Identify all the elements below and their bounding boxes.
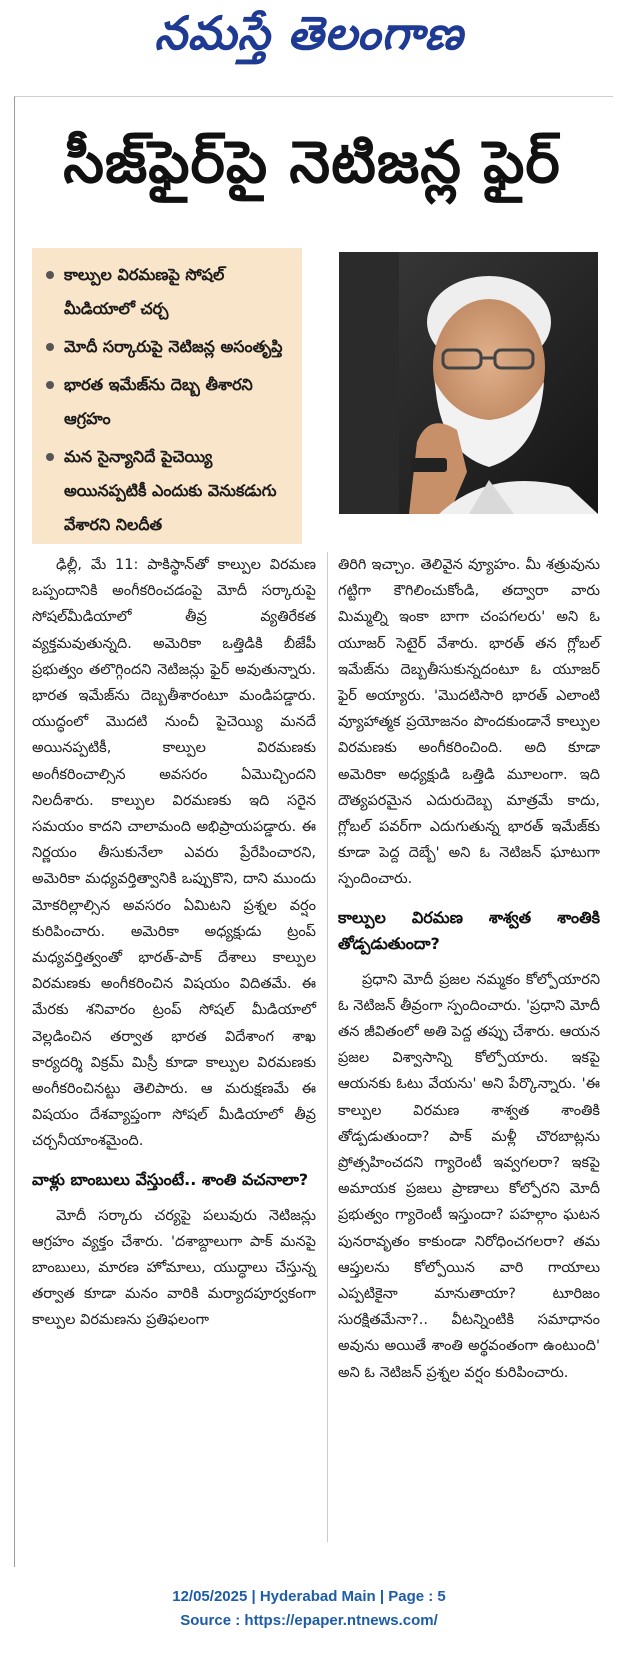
- article-subheading: కాల్పుల విరమణ శాశ్వత శాంతికి తోడ్పడుతుందా?: [338, 907, 600, 953]
- masthead: [0, 0, 618, 78]
- article-column-left: [32, 552, 316, 1334]
- highlight-text: మన సైన్యానిదే పైచెయ్యి అయినప్పటికీ ఎందుకు వెనుకడుగు వేశారని నిలదీత: [64, 447, 277, 534]
- highlights-box: [32, 248, 302, 544]
- portrait-illustration: [339, 252, 598, 514]
- article-paragraph: మోదీ సర్కారు చర్యపై పలువురు నెటిజన్లు ఆగ్రహం వ్యక్తం చేశారు. 'దశాబ్దాలుగా పాక్ మనపై బాంబులు, మారణ హోమాలు, యుద్ధాలు చేస్తున్న తర్వాత కూడా మనం వారికి మర్యాదపూర్వకంగా కాల్పుల విరమణను ప్రతిఫలంగా: [32, 1207, 316, 1329]
- article-headline: సీజ్‌ఫైర్‌పై నెటిజన్ల ఫైర్: [63, 128, 561, 196]
- highlight-item: [42, 330, 292, 364]
- newspaper-title: నమస్తే తెలంగాణ: [154, 6, 464, 60]
- portrait-photo: [339, 252, 598, 514]
- article-paragraph: ఢిల్లీ, మే 11: పాకిస్థాన్‌తో కాల్పుల విరమణ ఒప్పందానికి అంగీకరించడంపై మోదీ సర్కారుపై సోషల్‌మీడియాలో తీవ్ర వ్యతిరేకత వ్యక్తమవుతున్నది. అమెరికా ఒత్తిడికి బీజేపీ ప్రభుత్వం తలొగ్గిందని నెటిజన్లు ఫైర్ అవుతున్నారు. భారత ఇమేజ్‌ను దెబ్బతీశారంటూ మండిపడ్డారు. యుద్ధంలో మొదటి నుంచీ పైచెయ్యి మనదే అయినప్పటికీ, కాల్పుల విరమణకు అంగీకరించాల్సిన అవసరం ఏమొచ్చిందని నిలదీశారు. కాల్పుల విరమణకు ఇది సరైన సమయం కాదని చాలామంది అభిప్రాయపడ్డారు. ఈ నిర్ణయం తీసుకునేలా ఎవరు ప్రేరేపించారని, అమెరికా మధ్యవర్తిత్వానికి ఒప్పుకొని, దాని ముందు మోకరిల్లాల్సిన అవసరం ఏమిటని ప్రశ్నల వర్షం కురిపించారు. అమెరికా అధ్యక్షుడు ట్రంప్ మధ్యవర్తిత్వంతో భారత్-పాక్ దేశాలు కాల్పుల విరమణకు అంగీకరించిన విషయం విదితమే. ఈ మేరకు శనివారం ట్రంప్ సోషల్ మీడియాలో వెల్లడించిన తర్వాత భారత విదేశాంగ శాఖ కార్యదర్శి విక్రమ్ మిస్రీ కూడా కాల్పుల విరమణకు అంగీకరించినట్టు తెలిపారు. ఆ మరుక్షణమే ఈ విషయం దేశవ్యాప్తంగా సోషల్ మీడియాలో తీవ్ర చర్చనీయాంశమైంది.: [32, 557, 316, 1150]
- highlight-item: [42, 368, 292, 436]
- highlight-item: [42, 440, 292, 542]
- edition-info: 12/05/2025 | Hyderabad Main | Page : 5: [172, 1588, 446, 1605]
- source-url: Source : https://epaper.ntnews.com/: [180, 1612, 438, 1629]
- page-footer: [0, 1585, 618, 1633]
- bullet-icon: [46, 343, 54, 351]
- column-divider: [327, 552, 328, 1542]
- article-paragraph: తిరిగి ఇచ్చాం. తెలివైన వ్యూహం. మీ శత్రువును గట్టిగా కౌగిలించుకోండి, తద్వారా వారు మిమ్మల్ని ఇంకా బాగా చంపగలరు' అని ఓ యూజర్ సెటైర్ వేశారు. భారత్ తన గ్లోబల్ ఇమేజ్‌ను దెబ్బతీసుకున్నదంటూ ఓ యూజర్ ఫైర్ అయ్యారు. 'మొదటిసారి భారత్ ఎలాంటి వ్యూహాత్మక ప్రయోజనం పొందకుండానే కాల్పుల విరమణకు అంగీకరించింది. అది కూడా అమెరికా అధ్యక్షుడి ఒత్తిడి మూలంగా. ఇది దౌత్యపరమైన ఎదురుదెబ్బ మాత్రమే కాదు, గ్లోబల్ పవర్‌గా ఎదుగుతున్న భారత్ ఇమేజ్‌కు కూడా పెద్ద దెబ్బే' అని ఓ నెటిజన్ ఘాటుగా స్పందించారు.: [338, 557, 600, 888]
- highlight-text: భారత ఇమేజ్‌ను దెబ్బ తీశారని ఆగ్రహం: [64, 375, 253, 428]
- bullet-icon: [46, 453, 54, 461]
- article-paragraph: ప్రధాని మోదీ ప్రజల నమ్మకం కోల్పోయారని ఓ నెటిజన్ తీవ్రంగా స్పందించారు. 'ప్రధాని మోదీ తన జీవితంలో అతి పెద్ద తప్పు చేశారు. ఆయన ప్రజల విశ్వాసాన్ని కోల్పోయారు. ఇకపై ఆయనకు ఓటు వేయను' అని పేర్కొన్నారు. 'ఈ కాల్పుల విరమణ శాశ్వత శాంతికి తోడ్పడుతుందా? పాక్ మళ్లీ చొరబాట్లను ప్రోత్సహించదని గ్యారెంటీ ఇవ్వగలరా? ఇకపై అమాయక ప్రజలు ప్రాణాలు కోల్పోరని మోదీ ప్రభుత్వం గ్యారెంటీ ఇస్తుందా? పహల్గాం ఘటన పునరావృతం కాకుండా నిరోధించగలరా? తమ ఆప్తులను కోల్పోయిన వారి గాయాలు ఎప్పటికైనా మానుతాయా? టూరిజం సురక్షితమేనా?.. వీటన్నింటికి సమాధానం అవును అయితే శాంతి అర్థవంతంగా ఉంటుంది' అని ఓ నెటిజన్ ప్రశ్నల వర్షం కురిపించారు.: [338, 971, 600, 1381]
- bullet-icon: [46, 271, 54, 279]
- highlight-text: మోదీ సర్కారుపై నెటిజన్ల అసంతృప్తి: [64, 337, 283, 356]
- highlight-item: [42, 258, 292, 326]
- bullet-icon: [46, 381, 54, 389]
- article-subheading: వాళ్లు బాంబులు వేస్తుంటే.. శాంతి వచనాలా?: [32, 1169, 309, 1189]
- article-column-right: [338, 552, 600, 1386]
- highlight-text: కాల్పుల విరమణపై సోషల్ మీడియాలో చర్చ: [64, 265, 225, 318]
